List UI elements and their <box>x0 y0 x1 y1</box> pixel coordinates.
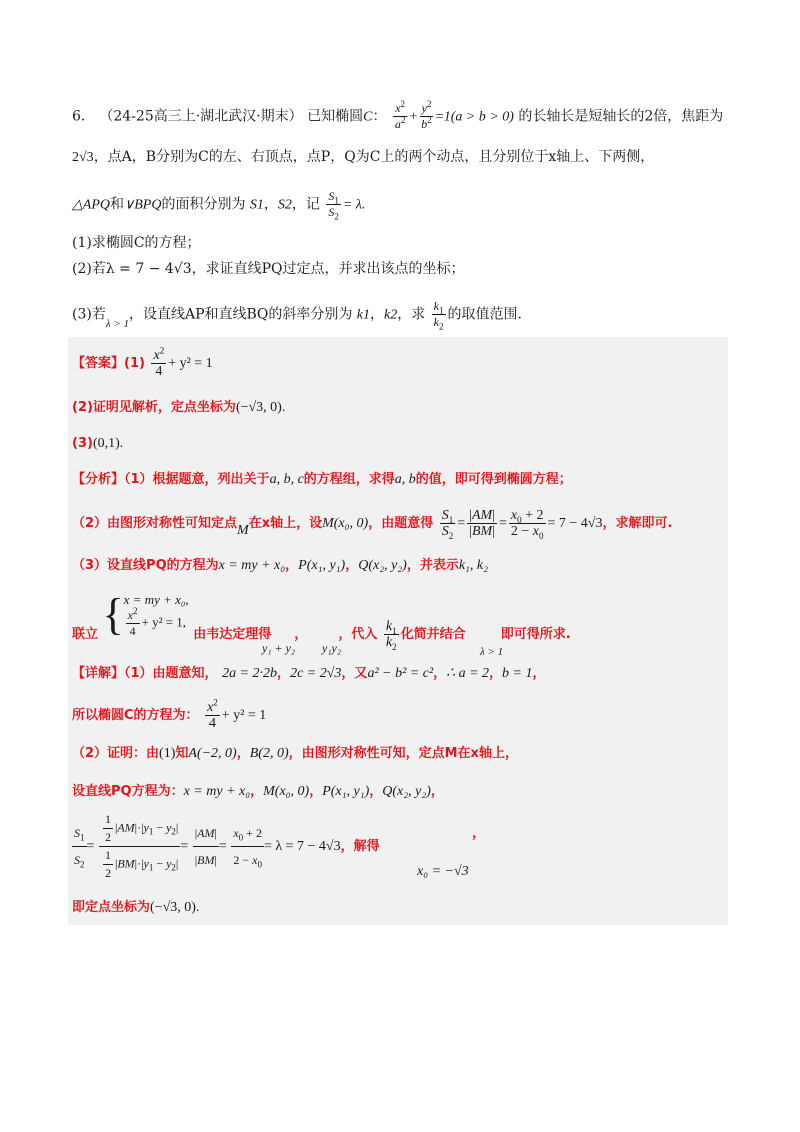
q3-tail: 的取值范围. <box>447 306 522 323</box>
detail-6 <box>72 897 199 919</box>
det6-point: (−√3, 0). <box>150 900 200 915</box>
det-x0: $\frac{x_0 + 2}{2 - x_0}$ <box>231 822 264 871</box>
note-text: ，记 <box>291 196 320 213</box>
k-ratio-2: $\frac{k_1}{k_2}$ <box>385 619 397 652</box>
final-text: 即可得所求. <box>500 627 571 642</box>
det4-line: x = my + x₀ <box>183 784 251 799</box>
det4-p: P(x₁, y₁) <box>322 784 370 799</box>
k1-k2: k₁, k₂ <box>458 558 489 573</box>
problem-line-2 <box>72 146 654 169</box>
analysis-2-text: （2）由图形对称性可知定点 <box>72 516 238 531</box>
detail-5-b: ，解得 <box>340 839 380 854</box>
answer-3 <box>72 433 123 455</box>
analysis-3: （3）设直线PQ的方程为x = my + x₀，P(x₁, y₁)，Q(x₂, y₂)，并表示k₁, k₂ <box>72 558 489 573</box>
k-ratio: $\frac{k_1}{k_2}$ <box>433 299 444 332</box>
analysis-1 <box>72 469 572 491</box>
area-ratio: $\frac{S_1}{S_2}$ <box>72 822 87 871</box>
detail-5: $\frac{S_1}{S_2}$ = $\frac{1}{2}$ $|AM|\cdot|y_1 - y_2|$ $\frac{1}{2}$ $|BM|\cdot|y_1 - y_2|$ = $\frac{|AM|}{|BM|}$ = $\frac{x_0 + 2}{2 - x_0}$ = λ = 7 − 4√3，解得 x₀ = −√3 ， <box>72 813 380 893</box>
point-p: P(x₁, y₁) <box>298 558 346 573</box>
system-eq-1: x = my + x₀, <box>123 592 189 607</box>
det-frac: $\frac{x^2}{4}$ <box>207 697 218 731</box>
ellipse-x-term: $\frac{x^2}{a^2}$ <box>394 99 406 131</box>
answer-1 <box>72 345 213 379</box>
answer-2 <box>72 397 285 419</box>
answer-label: 【答案】(1) <box>72 356 145 371</box>
s1-symbol: S1 <box>249 197 264 213</box>
analysis-3-system: 联立 { x = my + x₀, $\frac{x^2}{4}$ + y² = 1, 由韦达定理得 ， ，代入 $\frac{k_1}{k_2}$ 化简并结合 即可得所求. y₁ + y₂ y₁y₂ λ > 1 <box>72 591 571 651</box>
sep-1: ， <box>263 196 278 213</box>
prod-y: y₁y₂ <box>322 641 341 655</box>
detail-1-b: ，又 <box>341 666 368 681</box>
detail-4-text: 设直线PQ方程为： <box>72 784 184 799</box>
ans2-point: (−√3, 0). <box>235 400 286 415</box>
problem-intro: 已知椭圆 <box>307 108 364 125</box>
analysis-2-b: 在x轴上，设 <box>248 516 323 531</box>
point-b: B(2, 0) <box>249 746 289 761</box>
eq-2c: 2c = 2√3 <box>290 666 342 681</box>
lambda-cond: λ > 1 <box>480 646 504 658</box>
analysis-3-b: ，并表示 <box>406 558 459 573</box>
det-am-bm: $\frac{|AM|}{|BM|}$ <box>193 822 219 871</box>
simplify-text: 化简并结合 <box>400 627 466 642</box>
detail-1: 【详解】（1）由题意知， 2a = 2·2b，2c = 2√3，又a² − b² = c²，∴ a = 2，b = 1， <box>72 666 546 681</box>
ratio-eq: = λ. <box>342 197 366 213</box>
an2-eq: = 7 − 4√3 <box>547 516 603 531</box>
detail-label: 【详解】 <box>72 666 125 681</box>
detail-2 <box>72 697 267 731</box>
problem-line-3 <box>72 189 366 222</box>
q3-condition: λ > 1 <box>105 317 130 330</box>
equation-system: { x = my + x₀, $\frac{x^2}{4}$ + y² = 1, <box>102 589 189 639</box>
detail-6-text: 即定点坐标为 <box>72 900 151 915</box>
s2-symbol: S2 <box>277 197 292 213</box>
point-a: A(−2, 0) <box>188 746 237 761</box>
question-3 <box>72 299 522 332</box>
vars-ab: a, b <box>394 472 416 487</box>
ans1-frac: $\frac{x^2}{4}$ <box>153 345 165 379</box>
ellipse-condition: 1(a > b > 0) <box>443 109 514 125</box>
curve-name: C <box>363 109 373 125</box>
analysis-label: 【分析】 <box>72 472 125 487</box>
analysis-2-c: ，由题意得 <box>368 516 434 531</box>
detail-2-text: 所以椭圆C的方程为： <box>72 708 199 723</box>
system-eq-2: + y² = 1, <box>141 614 187 630</box>
ref-1: (1) <box>159 746 176 761</box>
problem-number: 6． <box>72 108 95 125</box>
eq-a: ∴ a = 2 <box>446 666 490 681</box>
detail-3: （2）证明：由(1)知A(−2, 0)，B(2, 0)，由图形对称性可知，定点M在x轴上， <box>72 746 518 761</box>
detail-1-text: （1）由题意知， <box>124 666 218 681</box>
det4-m: M(x₀, 0) <box>263 784 310 799</box>
and-text: 和 <box>109 196 124 213</box>
triangle-bpq: ∨BPQ <box>123 197 162 213</box>
point-q: Q(x₂, y₂) <box>358 558 407 573</box>
join-text: 联立 <box>72 627 99 642</box>
problem-line1-tail: 的长轴长是短轴长的2倍，焦距为 <box>518 108 724 125</box>
question-1: (1)求椭圆C的方程； <box>72 235 201 251</box>
analysis-2: （2）由图形对称性可知定点M在x轴上，设M(x₀, 0)，由题意得 $\frac{S_1}{S_2}$ = $\frac{|AM|}{|BM|}$ = $\frac{x_0 + 2}{2 - x_0}$ = 7 − 4√3，求解即可. <box>72 508 673 541</box>
triangle-apq: △APQ <box>72 197 110 213</box>
point-m: M <box>237 523 249 538</box>
eq-abc: a² − b² = c² <box>367 666 434 681</box>
vieta-text: 由韦达定理得 <box>193 627 272 642</box>
ans3-value: (0,1). <box>92 436 124 451</box>
detail-3-b: 知 <box>175 746 189 761</box>
line-eq: x = my + x₀ <box>218 558 286 573</box>
det2-eq: + y² = 1 <box>221 708 267 723</box>
problem-line2-text: ，点A，B分别为C的左、右顶点，点P，Q为C上的两个动点，且分别位于x轴上、下两侧， <box>93 149 655 165</box>
substitute-text: ，代入 <box>338 627 378 642</box>
s-ratio-2: $\frac{S_1}{S_2}$ <box>441 508 454 541</box>
ellipse-y-term: $\frac{y^2}{b^2}$ <box>421 99 432 131</box>
ans2-text: (2)证明见解析，定点坐标为 <box>72 400 236 415</box>
q3-ask: ，求 <box>397 306 426 323</box>
analysis-1-text: （1）根据题意，列出关于 <box>124 472 270 487</box>
problem-source: （24-25高三上·湖北武汉·期末） <box>99 108 303 125</box>
am-bm-ratio: $\frac{|AM|}{|BM|}$ <box>469 508 495 539</box>
det4-q: Q(x₂, y₂) <box>382 784 431 799</box>
eq-b: b = 1 <box>502 666 533 681</box>
sep-2: ， <box>370 306 384 323</box>
k1-symbol: k1 <box>356 307 370 323</box>
analysis-2-d: ，求解即可. <box>602 516 673 531</box>
ans1-eq: + y² = 1 <box>168 356 213 371</box>
sum-y: y₁ + y₂ <box>262 641 296 655</box>
detail-3-c: ，由图形对称性可知，定点M在x轴上， <box>288 746 518 761</box>
vars-abc: a, b, c <box>269 472 304 487</box>
system-frac: $\frac{x^2}{4}$ <box>127 606 138 638</box>
analysis-1-b: 的方程组，求得 <box>303 472 395 487</box>
focal-length: 2√3 <box>72 150 94 165</box>
x0-ratio: $\frac{x_0 + 2}{2 - x_0}$ <box>510 508 544 541</box>
q3-intro: (3)若 <box>72 306 106 323</box>
point-m-coords: M(x₀, 0) <box>322 516 369 531</box>
analysis-3-text: （3）设直线PQ的方程为 <box>72 558 219 573</box>
answer-box <box>68 337 728 925</box>
colon: ： <box>372 108 387 125</box>
question-2: (2)若λ = 7 − 4√3，求证直线PQ过定点，并求出该点的坐标； <box>72 261 465 277</box>
ans3-text: (3) <box>72 436 93 451</box>
area-formula: $\frac{1}{2}$ $|AM|\cdot|y_1 - y_2|$ $\frac{1}{2}$ $|BM|\cdot|y_1 - y_2|$ <box>99 813 180 880</box>
k2-symbol: k2 <box>384 307 398 323</box>
detail-4: 设直线PQ方程为：x = my + x₀，M(x₀, 0)，P(x₁, y₁)，Q(x₂, y₂)， <box>72 784 444 799</box>
s-ratio: $\frac{S_1}{S_2}$ <box>328 189 339 222</box>
problem-line-1: 6． （24-25高三上·湖北武汉·期末） 已知椭圆C： $\frac{x^2}{a^2}$ + $\frac{y^2}{b^2}$ =1(a > b > 0) 的长轴长是短轴长的2倍，焦距为 <box>72 99 724 131</box>
detail-3-text: （2）证明：由 <box>72 746 160 761</box>
q3-text: ，设直线AP和直线BQ的斜率分别为 <box>129 306 353 323</box>
eq-2a: 2a = 2·2b <box>222 666 278 681</box>
det5-eq: = λ = 7 − 4√3 <box>263 839 341 854</box>
x0-value: x₀ = −√3 <box>417 864 469 879</box>
area-text: 的面积分别为 <box>161 196 246 213</box>
analysis-1-c: 的值，即可得到椭圆方程； <box>415 472 572 487</box>
